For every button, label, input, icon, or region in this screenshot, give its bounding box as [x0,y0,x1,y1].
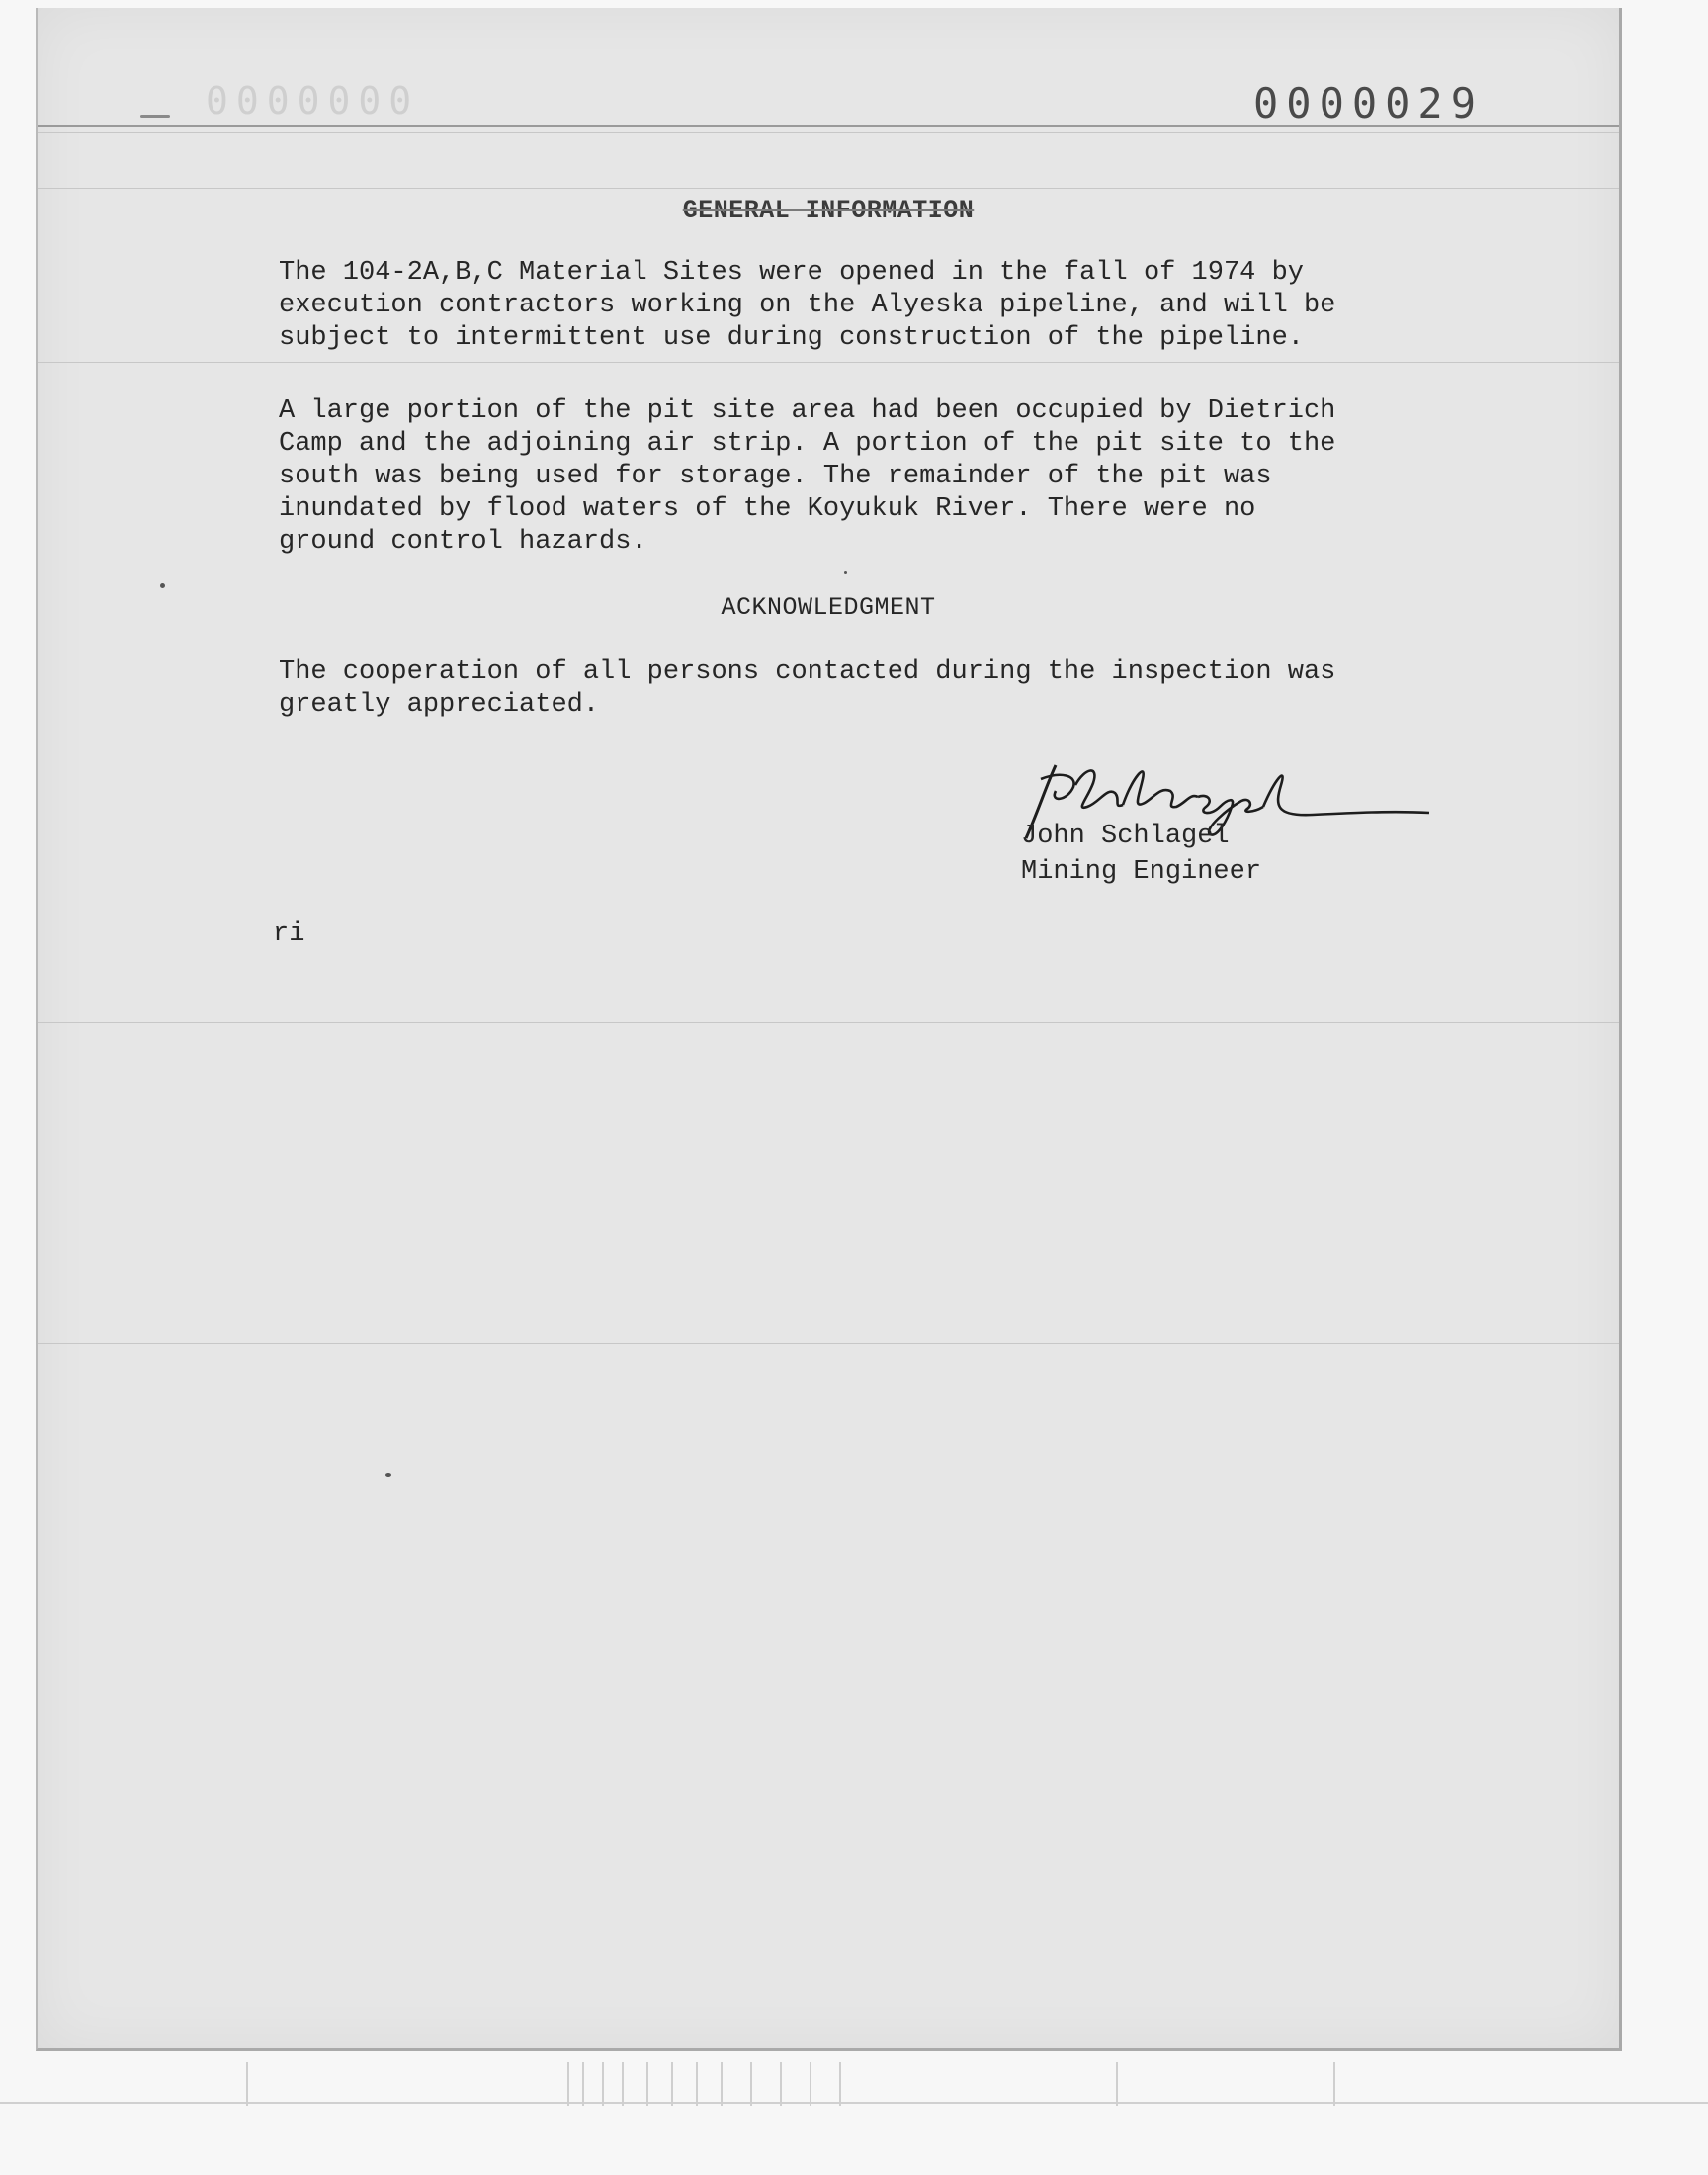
ruled-line [38,1343,1619,1344]
document-sheet [36,8,1622,2051]
ruled-line [38,1022,1619,1023]
signer-title: Mining Engineer [1021,857,1262,887]
page-number: 0000029 [1253,79,1485,128]
scan-edge-artifacts [0,2062,1708,2112]
header-rule-faint [38,132,1619,133]
signature-block [1021,819,1261,890]
text-line: The 104-2A,B,C Material Sites were opened in the fall of 1974 by [279,258,1304,288]
ruled-line [38,362,1619,363]
acknowledgment-heading: ACKNOWLEDGMENT [721,593,936,622]
scan-speck [385,1473,391,1477]
general-information-paragraph-2 [279,395,1435,559]
general-information-heading: GENERAL INFORMATION [682,196,975,224]
scan-speck [844,571,847,574]
ruled-line [38,188,1619,189]
typist-initials: ri [273,919,305,949]
text-line: execution contractors working on the Alyeska pipeline, and will be [279,291,1336,320]
text-line: The cooperation of all persons contacted during the inspection was [279,657,1336,687]
text-line: south was being used for storage. The remainder of the pit was [279,462,1272,491]
signer-name: John Schlagel [1021,822,1230,851]
scan-speck [160,583,165,588]
text-line: Camp and the adjoining air strip. A portion of the pit site to the [279,429,1336,459]
text-line: A large portion of the pit site area had been occupied by Dietrich [279,396,1336,426]
acknowledgment-paragraph [279,656,1435,722]
text-line: subject to intermittent use during construction of the pipeline. [279,323,1304,353]
text-line: inundated by flood waters of the Koyukuk River. There were no [279,494,1256,524]
text-line: ground control hazards. [279,527,647,557]
general-information-paragraph-1 [279,257,1435,355]
scan-smudge [140,115,170,118]
text-line: greatly appreciated. [279,690,600,720]
faded-stamp-number: 0000000 [206,79,420,123]
